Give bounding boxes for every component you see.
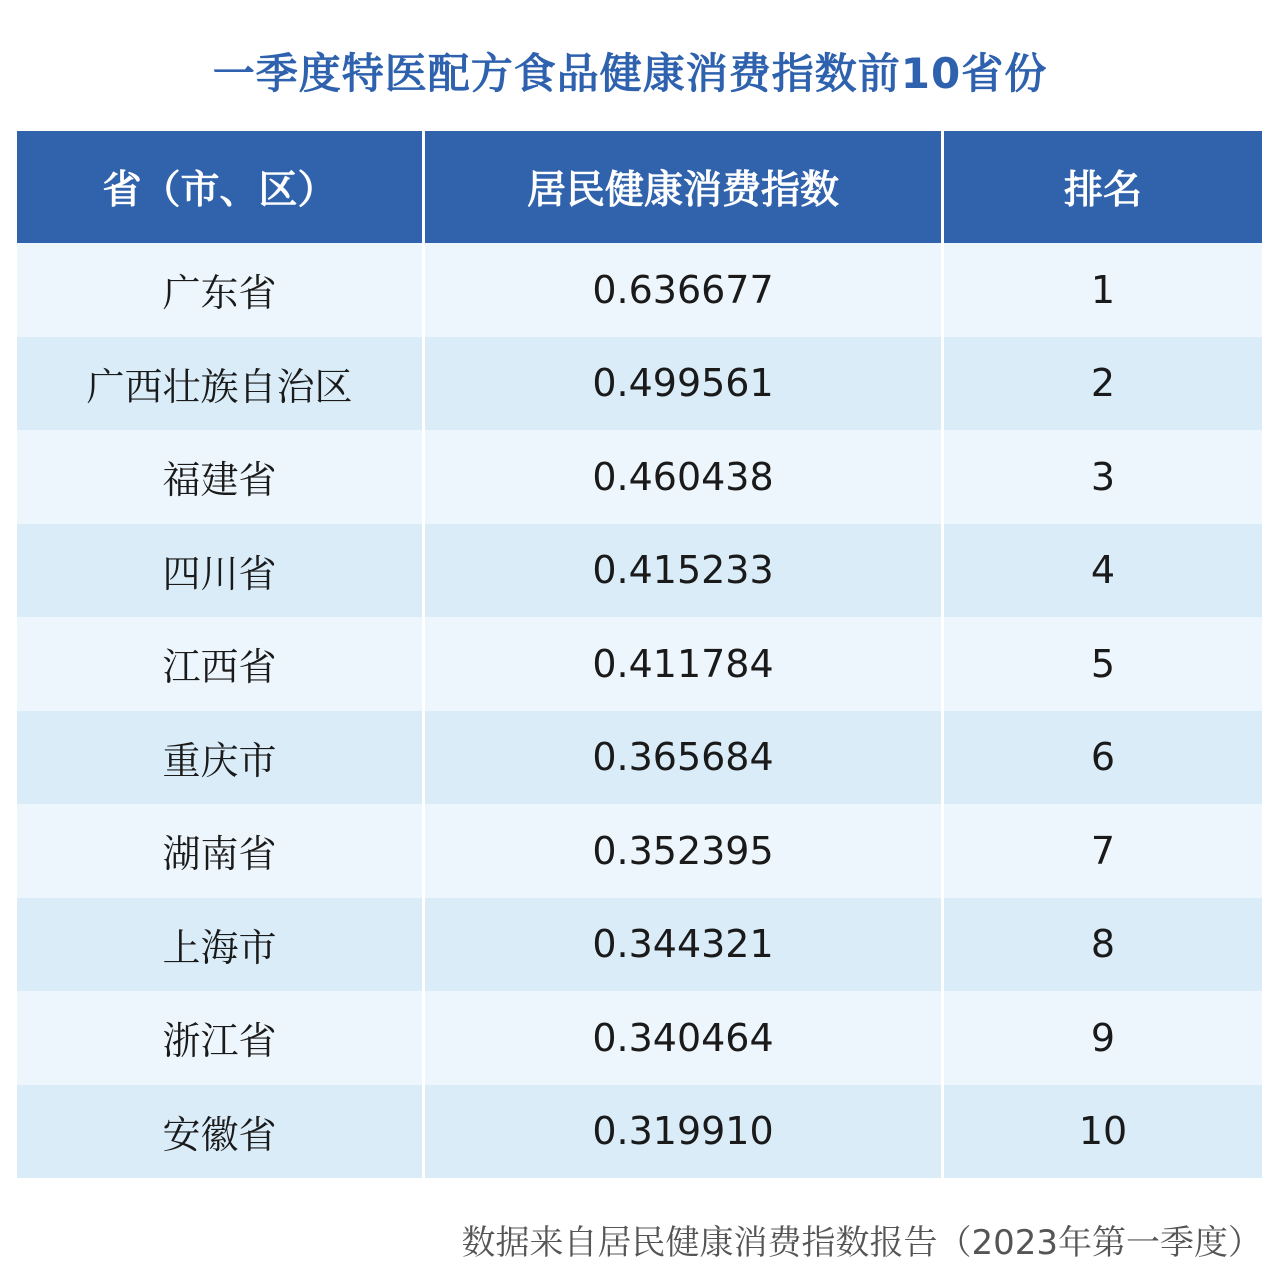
rank-cell: 6 — [944, 711, 1262, 805]
rank-cell: 8 — [944, 898, 1262, 992]
rank-cell: 4 — [944, 524, 1262, 618]
index-cell: 0.352395 — [422, 804, 944, 898]
region-cell: 湖南省 — [17, 804, 422, 898]
region-cell: 重庆市 — [17, 711, 422, 805]
index-cell: 0.460438 — [422, 430, 944, 524]
region-cell: 福建省 — [17, 430, 422, 524]
index-cell: 0.319910 — [422, 1085, 944, 1179]
table-row — [17, 898, 1262, 992]
region-cell: 浙江省 — [17, 991, 422, 1085]
region-cell: 广东省 — [17, 243, 422, 337]
table-row — [17, 804, 1262, 898]
rank-cell: 1 — [944, 243, 1262, 337]
source-note: 数据来自居民健康消费指数报告（2023年第一季度） — [461, 1223, 1262, 1263]
ranking-table — [17, 131, 1262, 1178]
column-header-rank: 排名 — [944, 131, 1262, 243]
table-row — [17, 524, 1262, 618]
rank-cell: 10 — [944, 1085, 1262, 1179]
rank-cell: 7 — [944, 804, 1262, 898]
index-cell: 0.499561 — [422, 337, 944, 431]
index-cell: 0.344321 — [422, 898, 944, 992]
index-cell: 0.415233 — [422, 524, 944, 618]
table-row — [17, 243, 1262, 337]
page-title: 一季度特医配方食品健康消费指数前10省份 — [212, 49, 1048, 98]
region-cell: 安徽省 — [17, 1085, 422, 1179]
table-body — [17, 243, 1262, 1178]
table-row — [17, 1085, 1262, 1179]
rank-cell: 9 — [944, 991, 1262, 1085]
table-header-row — [17, 131, 1262, 243]
region-cell: 上海市 — [17, 898, 422, 992]
region-cell: 广西壮族自治区 — [17, 337, 422, 431]
rank-cell: 2 — [944, 337, 1262, 431]
column-header-index: 居民健康消费指数 — [422, 131, 944, 243]
table-row — [17, 430, 1262, 524]
rank-cell: 3 — [944, 430, 1262, 524]
column-header-region: 省（市、区） — [17, 131, 422, 243]
region-cell: 四川省 — [17, 524, 422, 618]
table-row — [17, 991, 1262, 1085]
table-row — [17, 337, 1262, 431]
index-cell: 0.340464 — [422, 991, 944, 1085]
index-cell: 0.411784 — [422, 617, 944, 711]
rank-cell: 5 — [944, 617, 1262, 711]
index-cell: 0.365684 — [422, 711, 944, 805]
table-row — [17, 617, 1262, 711]
table-row — [17, 711, 1262, 805]
index-cell: 0.636677 — [422, 243, 944, 337]
region-cell: 江西省 — [17, 617, 422, 711]
